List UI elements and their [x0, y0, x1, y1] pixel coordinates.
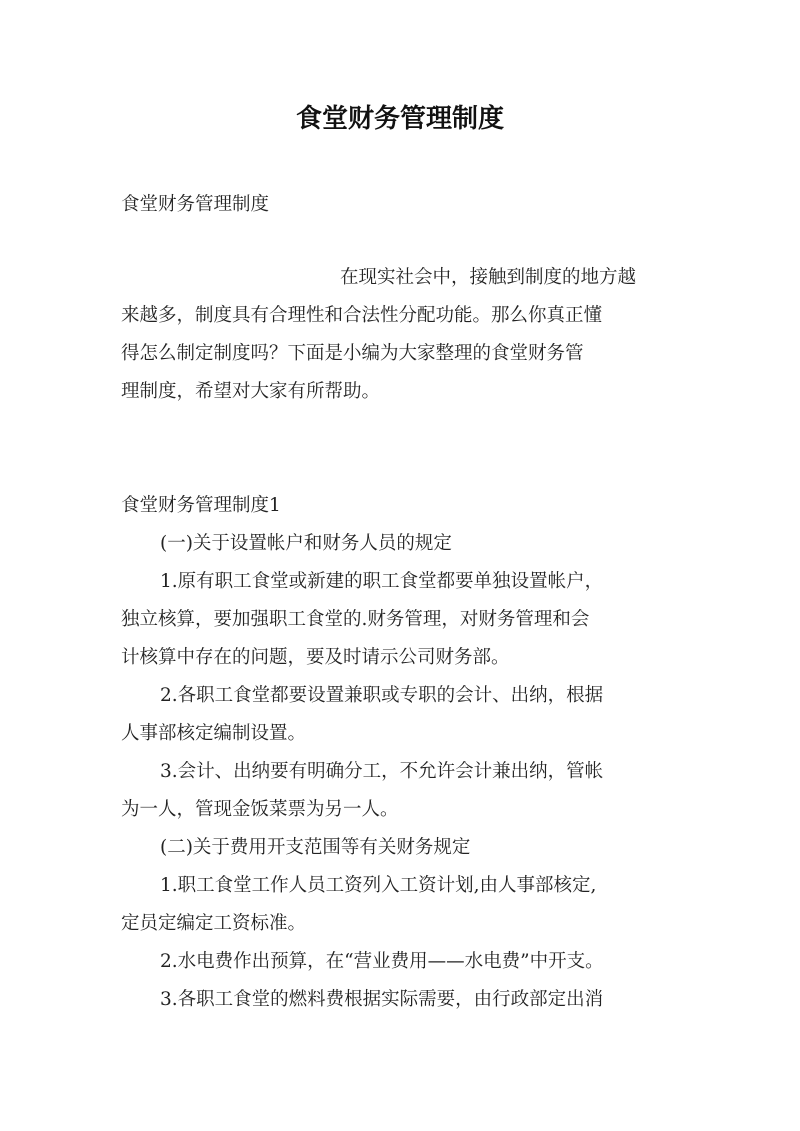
body-line: 3.各职工食堂的燃料费根据实际需要，由行政部定出消: [160, 989, 604, 1010]
document-subtitle: 食堂财务管理制度: [121, 194, 270, 215]
body-line: 1.职工食堂工作人员工资列入工资计划,由人事部核定,: [160, 875, 597, 896]
intro-line: 来越多，制度具有合理性和合法性分配功能。那么你真正懂: [121, 305, 603, 326]
body-line: 人事部核定编制设置。: [121, 723, 307, 744]
document-title: 食堂财务管理制度: [295, 104, 504, 134]
intro-line: 得怎么制定制度吗？下面是小编为大家整理的食堂财务管: [121, 343, 584, 364]
body-line: 定员定编定工资标准。: [121, 913, 307, 934]
body-line: (二)关于费用开支范围等有关财务规定: [160, 837, 471, 858]
intro-line: 理制度，希望对大家有所帮助。: [121, 381, 381, 402]
body-line: 1.原有职工食堂或新建的职工食堂都要单独设置帐户，: [160, 571, 604, 592]
body-line: 2.水电费作出预算，在“营业费用——水电费”中开支。: [160, 951, 604, 972]
intro-line: 在现实社会中，接触到制度的地方越: [340, 267, 637, 288]
body-line: 3.会计、出纳要有明确分工，不允许会计兼出纳，管帐: [160, 761, 604, 782]
body-line: 2.各职工食堂都要设置兼职或专职的会计、出纳，根据: [160, 685, 604, 706]
body-line: 为一人，管现金饭菜票为另一人。: [121, 799, 399, 820]
section-heading: 食堂财务管理制度1: [121, 495, 281, 516]
body-line: (一)关于设置帐户和财务人员的规定: [160, 533, 452, 554]
body-line: 独立核算，要加强职工食堂的.财务管理，对财务管理和会: [121, 609, 590, 630]
body-line: 计核算中存在的问题，要及时请示公司财务部。: [121, 647, 510, 668]
